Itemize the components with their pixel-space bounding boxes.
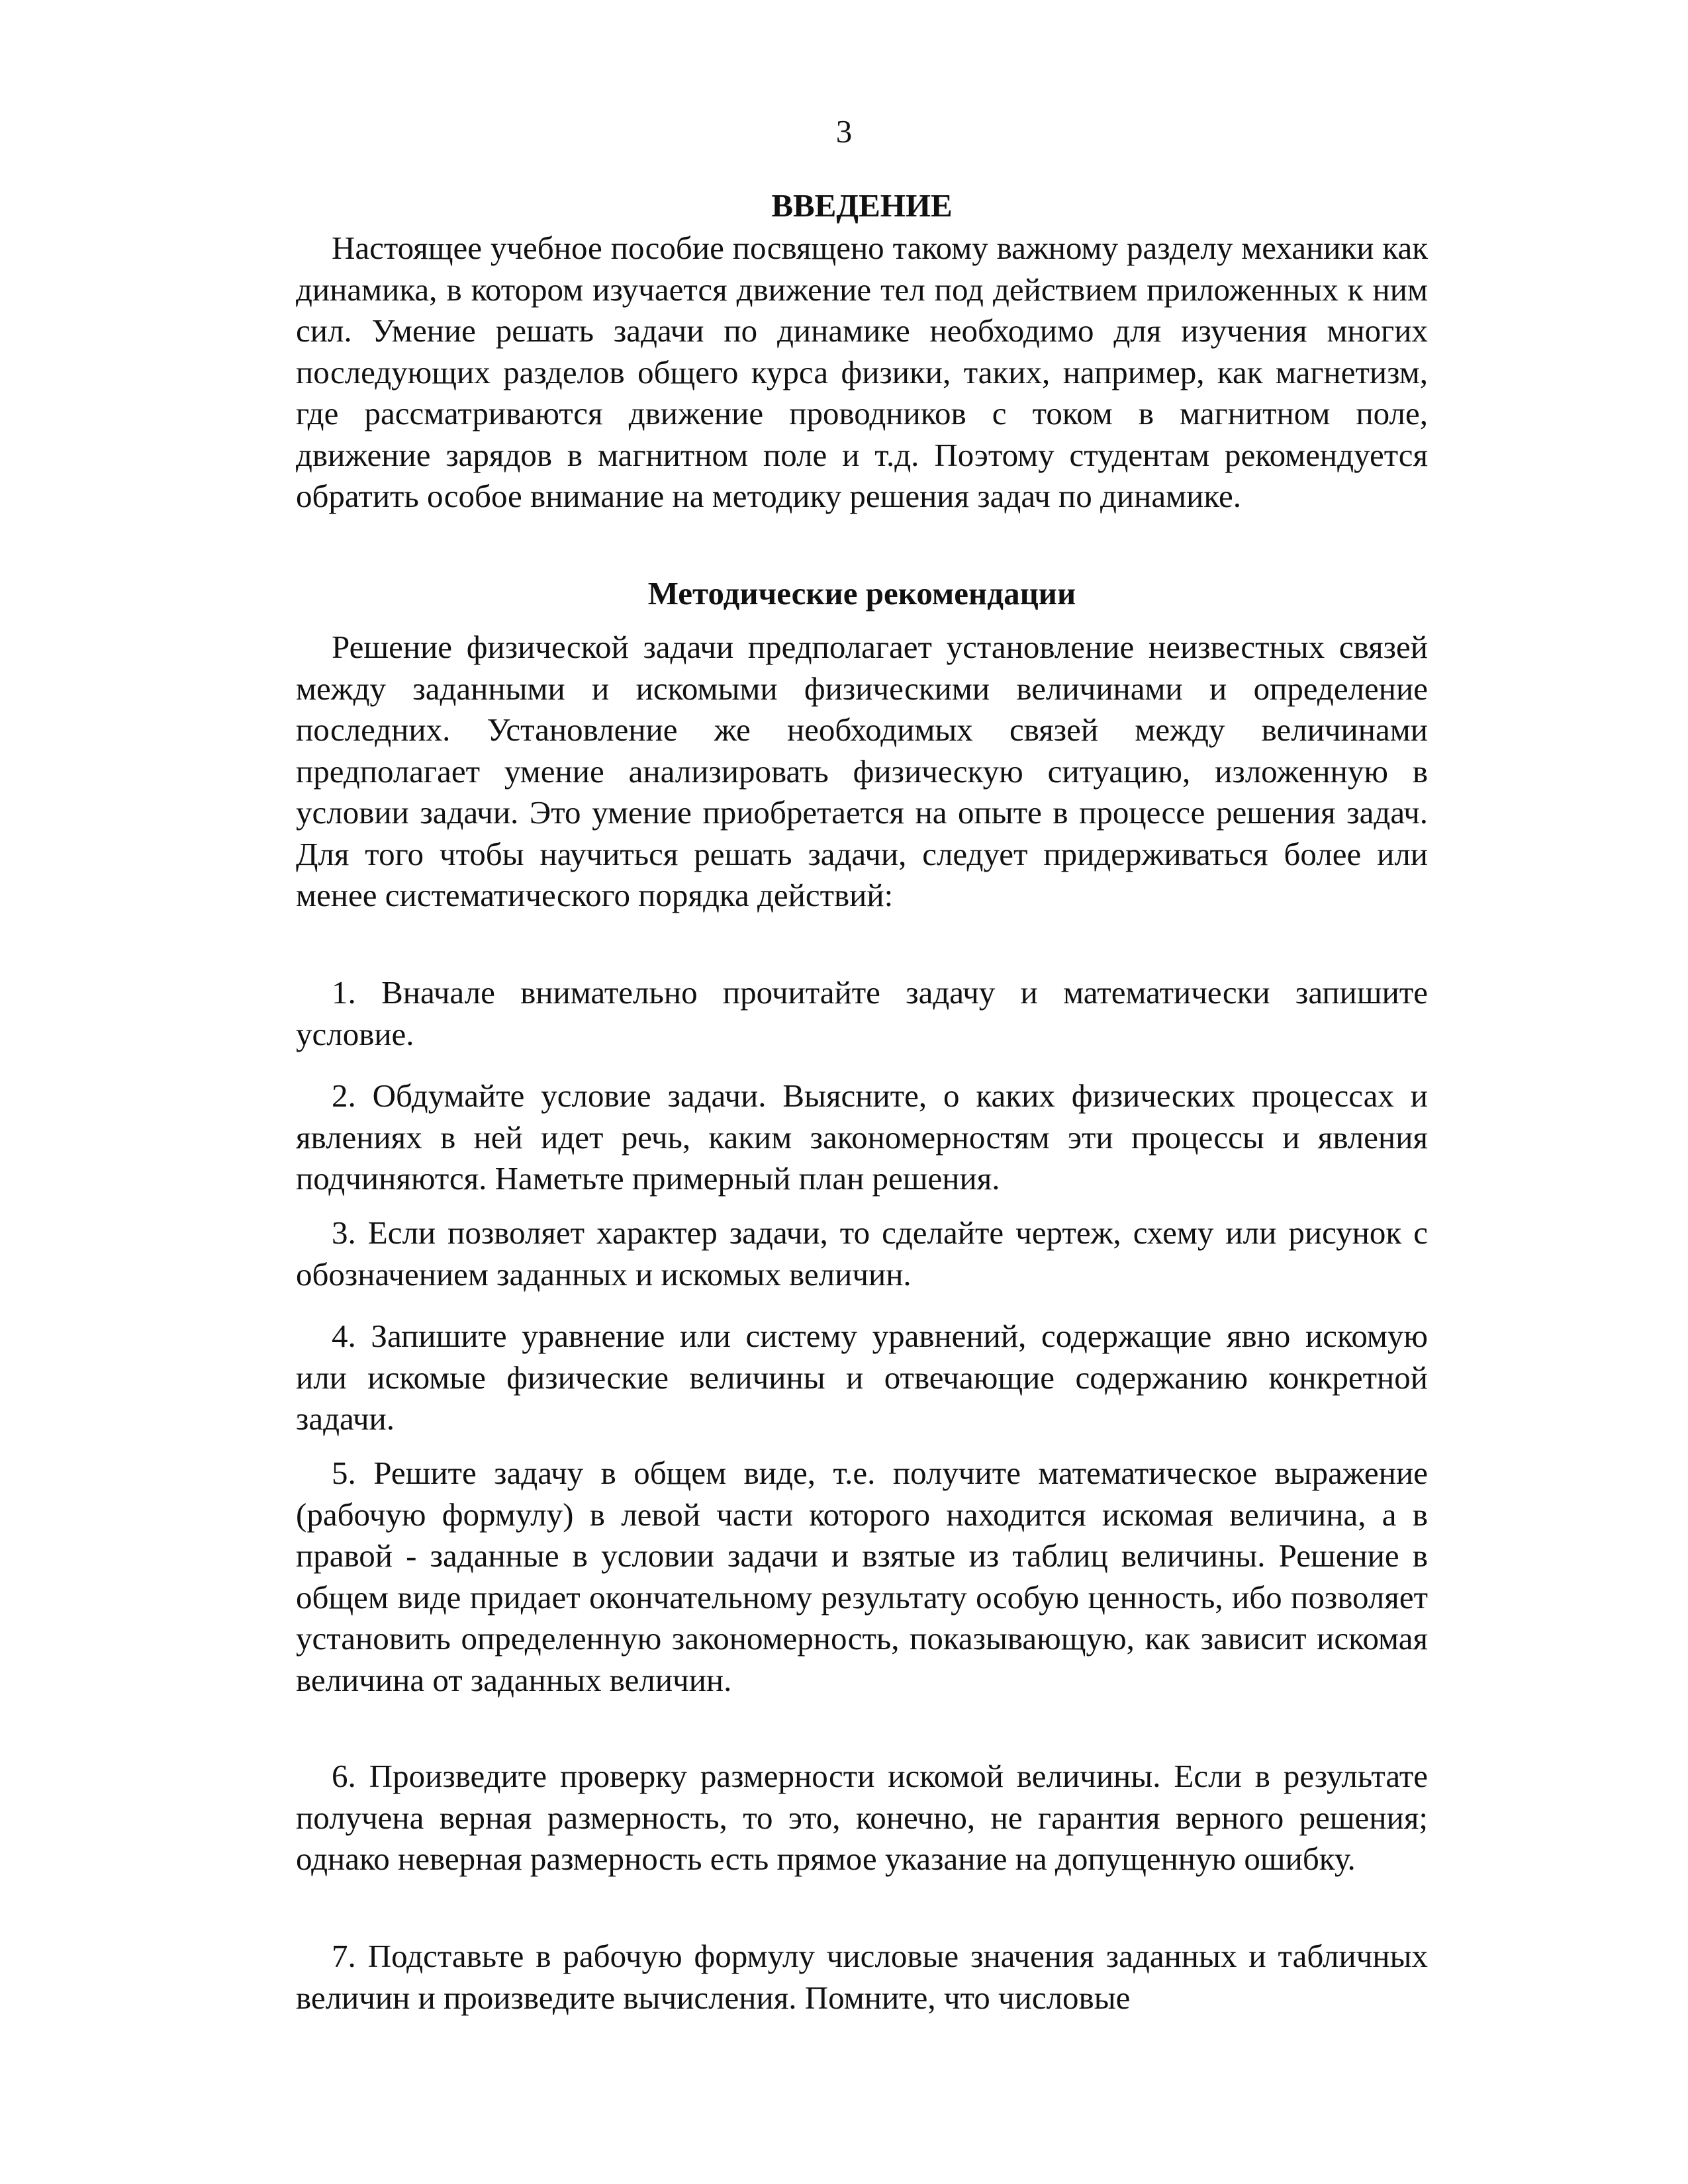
step-5: 5. Решите задачу в общем виде, т.е. получите математическое выражение (рабочую формулу) в левой части которого находится искомая величина, а в правой - заданные в условии задачи и взятые из таблиц величины. Решение в общем виде придает окончательному результату особую ценность, ибо позволяет установить определенную закономерность, показывающую, как зависит искомая величина от заданных величин. <box>296 1455 1428 1698</box>
methods-paragraph: Решение физической задачи предполагает установление неизвестных связей между заданными и искомыми физическими величинами и определение последних. Установление же необходимых связей между величинами предполагает умение анализировать физическую ситуацию, изложенную в условии задачи. Это умение приобретается на опыте в процессе решения задач. Для того чтобы научиться решать задачи, следует придерживаться более или менее систематического порядка действий: <box>296 629 1428 913</box>
step-7: 7. Подставьте в рабочую формулу числовые значения заданных и табличных величин и произведите вычисления. Помните, что числовые <box>296 1938 1428 2016</box>
page-number: 3 <box>835 113 853 150</box>
intro-paragraph: Настоящее учебное пособие посвящено такому важному разделу механики как динамика, в котором изучается движение тел под действием приложенных к ним сил. Умение решать задачи по динамике необходимо для изучения многих последующих разделов общего курса физики, таких, например, как магнетизм, где рассматриваются движение проводников с током в магнитном поле, движение зарядов в магнитном поле и т.д. Поэтому студентам рекомендуется обратить особое внимание на методику решения задач по динамике. <box>296 230 1428 514</box>
methods-heading: Методические рекомендации <box>647 575 1076 612</box>
step-6: 6. Произведите проверку размерности искомой величины. Если в результате получена верная размерность, то это, конечно, не гарантия верного решения; однако неверная размерность есть прямое указание на допущенную ошибку. <box>296 1758 1428 1877</box>
intro-heading: ВВЕДЕНИЕ <box>771 187 953 224</box>
step-3: 3. Если позволяет характер задачи, то сделайте чертеж, схему или рисунок с обозначением заданных и искомых величин. <box>296 1214 1428 1293</box>
step-2: 2. Обдумайте условие задачи. Выясните, о каких физических процессах и явлениях в ней идет речь, каким закономерностям эти процессы и явления подчиняются. Наметьте примерный план решения. <box>296 1077 1428 1197</box>
step-4: 4. Запишите уравнение или систему уравнений, содержащие явно искомую или искомые физические величины и отвечающие содержанию конкретной задачи. <box>296 1318 1428 1437</box>
step-1: 1. Вначале внимательно прочитайте задачу и математически запишите условие. <box>296 974 1428 1052</box>
